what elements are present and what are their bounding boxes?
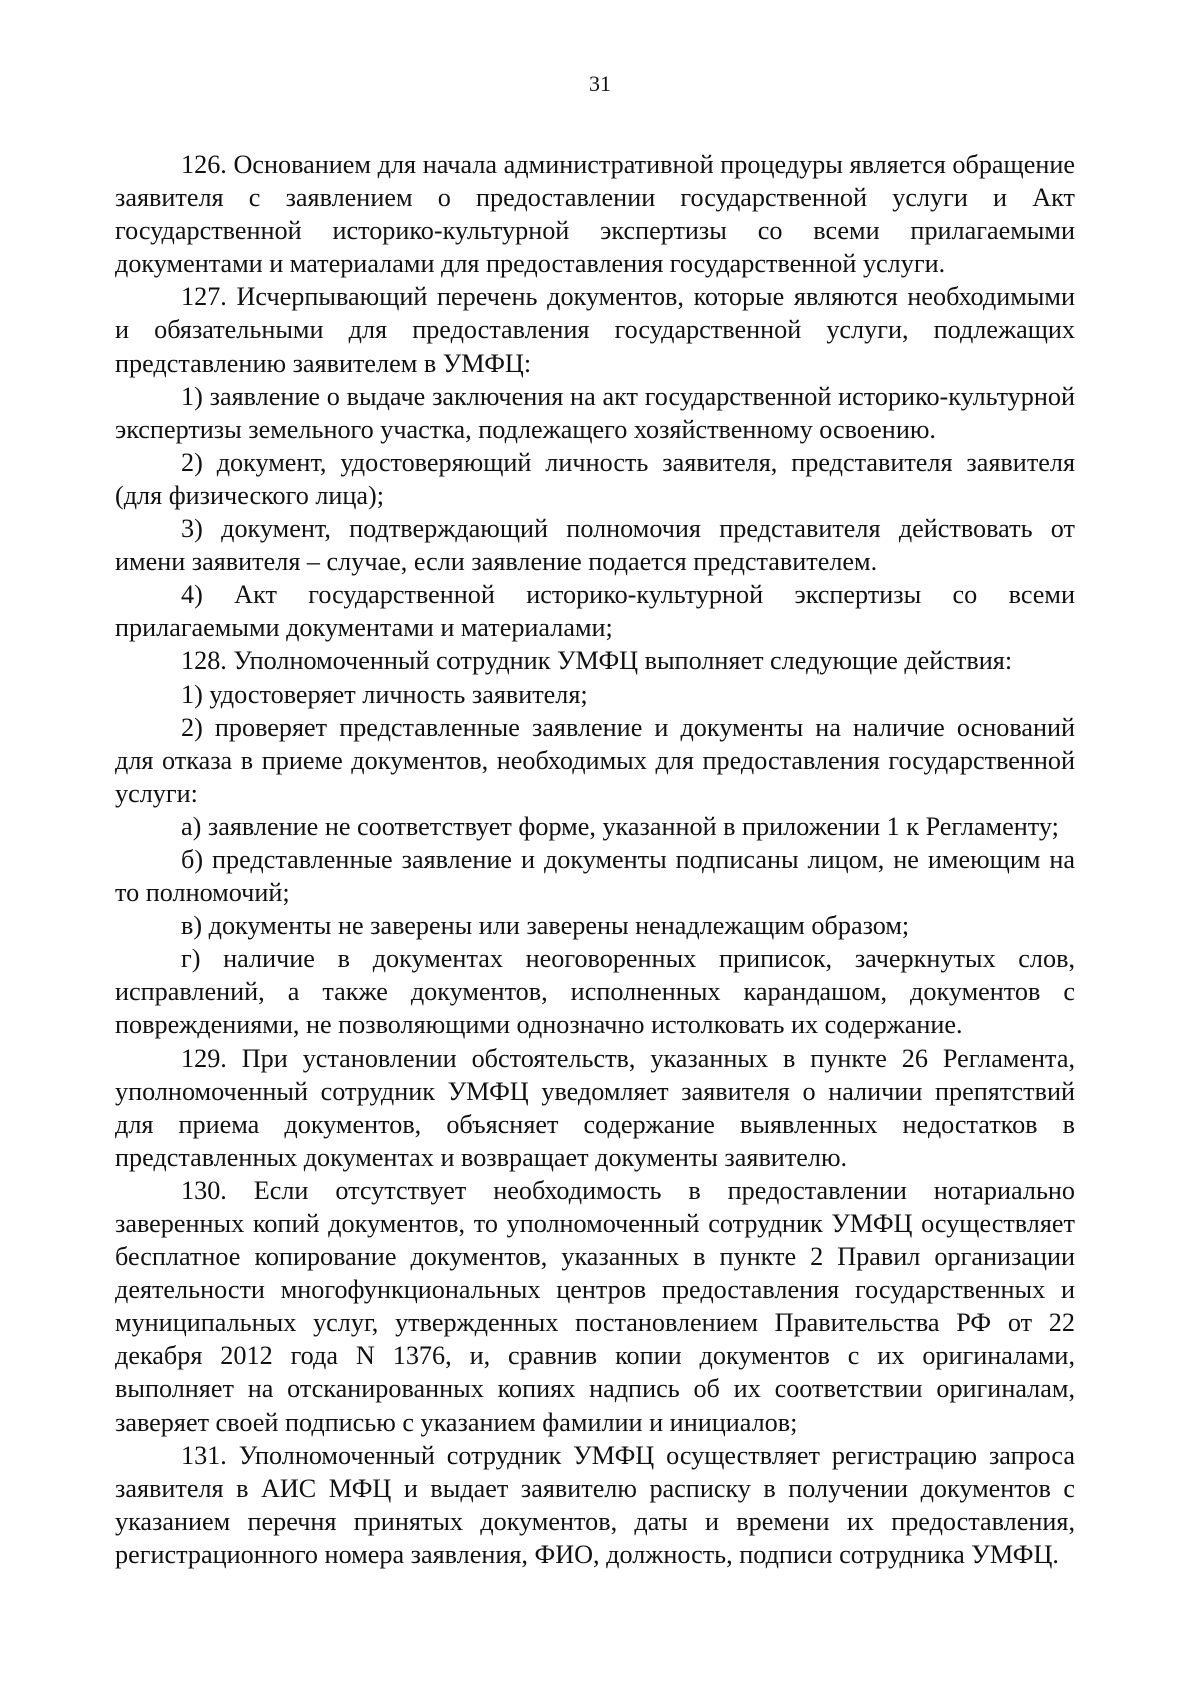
list-item-128-a: а) заявление не соответствует форме, указанной в приложении 1 к Регламенту; [181, 811, 1059, 841]
list-item-128-b: б) представленные заявление и документы подписаны лицом, не имеющим на то полномочий; [115, 844, 1075, 908]
paragraph-128: 128. Уполномоченный сотрудник УМФЦ выполняет следующие действия: [181, 646, 1013, 676]
paragraph-126: 126. Основанием для начала административной процедуры является обращение заявителя с заявлением о предоставлении государственной услуги и Акт государственной историко-культурной экспертизы со всеми прилагаемыми документами и материалами для предоставления государственной услуги. [115, 150, 1075, 279]
paragraph-129: 129. При установлении обстоятельств, указанных в пункте 26 Регламента, уполномоченный сотрудник УМФЦ уведомляет заявителя о наличии препятствий для приема документов, объясняет содержание выявленных недостатков в представленных документах и возвращает документы заявителю. [115, 1043, 1075, 1172]
list-item-127-3: 3) документ, подтверждающий полномочия представителя действовать от имени заявителя – случае, если заявление подается представителем. [115, 514, 1075, 577]
list-item-128-v: в) документы не заверены или заверены ненадлежащим образом; [181, 911, 910, 941]
paragraph-127: 127. Исчерпывающий перечень документов, которые являются необходимыми и обязательными для предоставления государственной услуги, подлежащих представлению заявителем в УМФЦ: [115, 282, 1075, 378]
list-item-127-4: 4) Акт государственной историко-культурной экспертизы со всеми прилагаемыми документами и материалами; [115, 580, 1075, 643]
paragraph-131: 131. Уполномоченный сотрудник УМФЦ осуществляет регистрацию запроса заявителя в АИС МФЦ и выдает заявителю расписку в получении документов с указанием перечня принятых документов, даты и времени их предоставления, регистрационного номера заявления, ФИО, должность, подписи сотрудника УМФЦ. [115, 1440, 1075, 1569]
document-body [115, 148, 1075, 1571]
list-item-127-1: 1) заявление о выдаче заключения на акт государственной историко-культурной экспертизы земельного участка, подлежащего хозяйственному освоению. [115, 381, 1075, 444]
list-item-128-g: г) наличие в документах неоговоренных приписок, зачеркнутых слов, исправлений, а также документов, исполненных карандашом, документов с повреждениями, не позволяющими однозначно истолковать их содержание. [115, 944, 1075, 1040]
list-item-127-2: 2) документ, удостоверяющий личность заявителя, представителя заявителя (для физического лица); [115, 447, 1075, 510]
paragraph-130: 130. Если отсутствует необходимость в предоставлении нотариально заверенных копий документов, то уполномоченный сотрудник УМФЦ осуществляет бесплатное копирование документов, указанных в пункте 2 Правил организации деятельности многофункциональных центров предоставления государственных и муниципальных услуг, утвержденных постановлением Правительства РФ от 22 декабря 2012 года N 1376, и, сравнив копии документов с их оригиналами, выполняет на отсканированных копиях надпись об их соответствии оригиналам, заверяет своей подписью с указанием фамилии и инициалов; [115, 1175, 1075, 1437]
page-number: 31 [589, 71, 611, 96]
list-item-128-2: 2) проверяет представленные заявление и документы на наличие оснований для отказа в приеме документов, необходимых для предоставления государственной услуги: [115, 712, 1075, 808]
list-item-128-1: 1) удостоверяет личность заявителя; [181, 679, 588, 709]
